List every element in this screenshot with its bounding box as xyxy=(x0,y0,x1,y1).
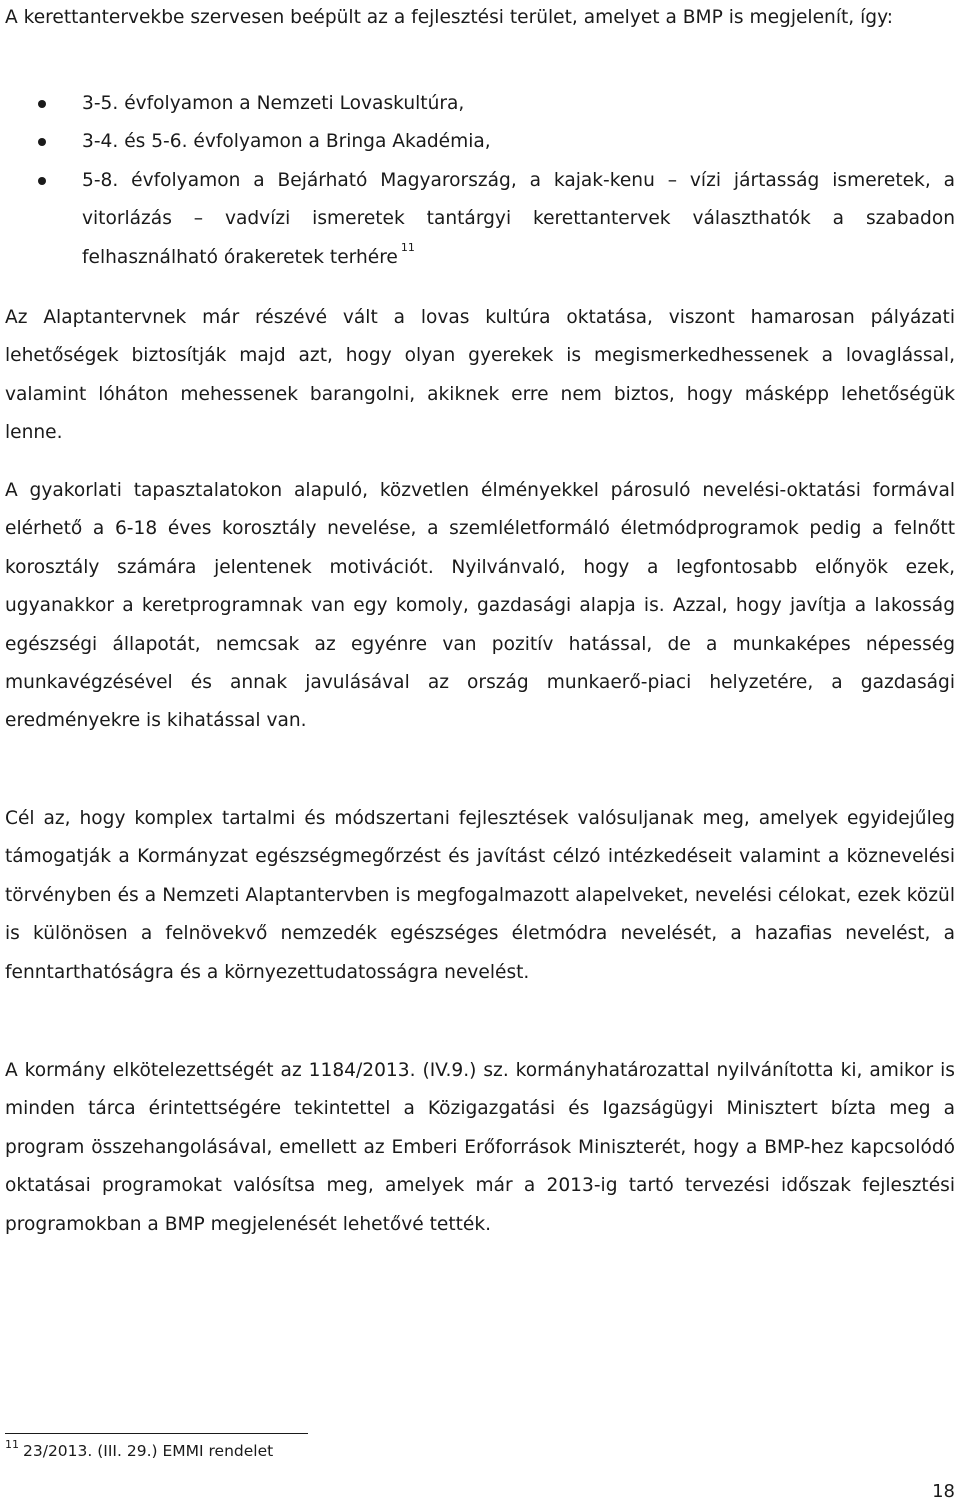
footnote-separator xyxy=(5,1433,308,1434)
list-item xyxy=(5,162,955,277)
paragraph-horse-culture: Az Alaptantervnek már részévé vált a lovas kultúra oktatása, viszont hamarosan pályázati lehetőségek biztosítják majd azt, hogy olyan gyerekek is megismerkedhessenek a lovaglással, valamint lóháton mehessenek barangolni, akiknek erre nem biztos, hogy másképp lehetőségük lenne. xyxy=(5,307,955,444)
page-number: 18 xyxy=(932,1481,955,1502)
bullet-text: 3-4. és 5-6. évfolyamon a Bringa Akadémia, xyxy=(82,131,491,153)
footnote-reference[interactable]: 11 xyxy=(400,240,415,254)
intro-paragraph: A kerettantervekbe szervesen beépült az a fejlesztési terület, amelyet a BMP is megjelenít, így: xyxy=(5,7,893,28)
list-item xyxy=(5,85,955,123)
paragraph-government-decision: A kormány elkötelezettségét az 1184/2013. (IV.9.) sz. kormányhatározattal nyilvánította ki, amikor is minden tárca érintettségére tekintettel a Közigazgatási és Igazságügyi Minisztert bízta meg a program összehangolásával, emellett az Emberi Erőforrások Miniszterét, hogy a BMP-hez kapcsolódó oktatásai programokat valósítsa meg, amelyek már a 2013-ig tartó tervezési időszak fejlesztési programokban a BMP megjelenését lehetővé tették. xyxy=(5,1060,955,1235)
bullet-dot-icon xyxy=(38,138,46,146)
list-item xyxy=(5,123,955,161)
bullet-list xyxy=(5,85,955,277)
footnote-text: 23/2013. (III. 29.) EMMI rendelet xyxy=(23,1442,274,1460)
footnote xyxy=(5,1440,273,1462)
bullet-dot-icon xyxy=(38,100,46,108)
bullet-text: 3-5. évfolyamon a Nemzeti Lovaskultúra, xyxy=(82,93,465,114)
bullet-dot-icon xyxy=(38,177,46,185)
paragraph-benefits: A gyakorlati tapasztalatokon alapuló, közvetlen élményekkel párosuló nevelési-oktatási formával elérhető a 6-18 éves korosztály nevelése, a szemléletformáló életmódprogramok pedig a felnőtt korosztály számára jelentenek motivációt. Nyilvánvaló, hogy a legfontosabb előnyök ezek, ugyanakkor a keretprogramnak van egy komoly, gazdasági alapja is. Azzal, hogy javítja a lakosság egészségi állapotát, nemcsak az egyénre van pozitív hatással, de a munkaképes népesség munkavégzésével és annak javulásával az ország munkaerő-piaci helyzetére, a gazdasági eredményekre is kihatással van. xyxy=(5,480,955,732)
paragraph-goals: Cél az, hogy komplex tartalmi és módszertani fejlesztések valósuljanak meg, amelyek egyidejűleg támogatják a Kormányzat egészségmegőrzést és javítást célzó intézkedéseit valamint a köznevelési törvényben és a Nemzeti Alaptantervben is megfogalmazott alapelveket, nevelési célokat, ezek közül is különösen a felnövekvő nemzedék egészséges életmódra nevelését, a hazafias nevelést, a fenntarthatóságra és a környezettudatosságra nevelést. xyxy=(5,808,955,983)
bullet-text: 5-8. évfolyamon a Bejárható Magyarország, a kajak-kenu – vízi jártasság ismeretek, a vitorlázás – vadvízi ismeretek tantárgyi kerettantervek választhatók a szabadon felhasználható órakeretek terhére xyxy=(82,169,955,268)
footnote-number: 11 xyxy=(5,1438,19,1451)
